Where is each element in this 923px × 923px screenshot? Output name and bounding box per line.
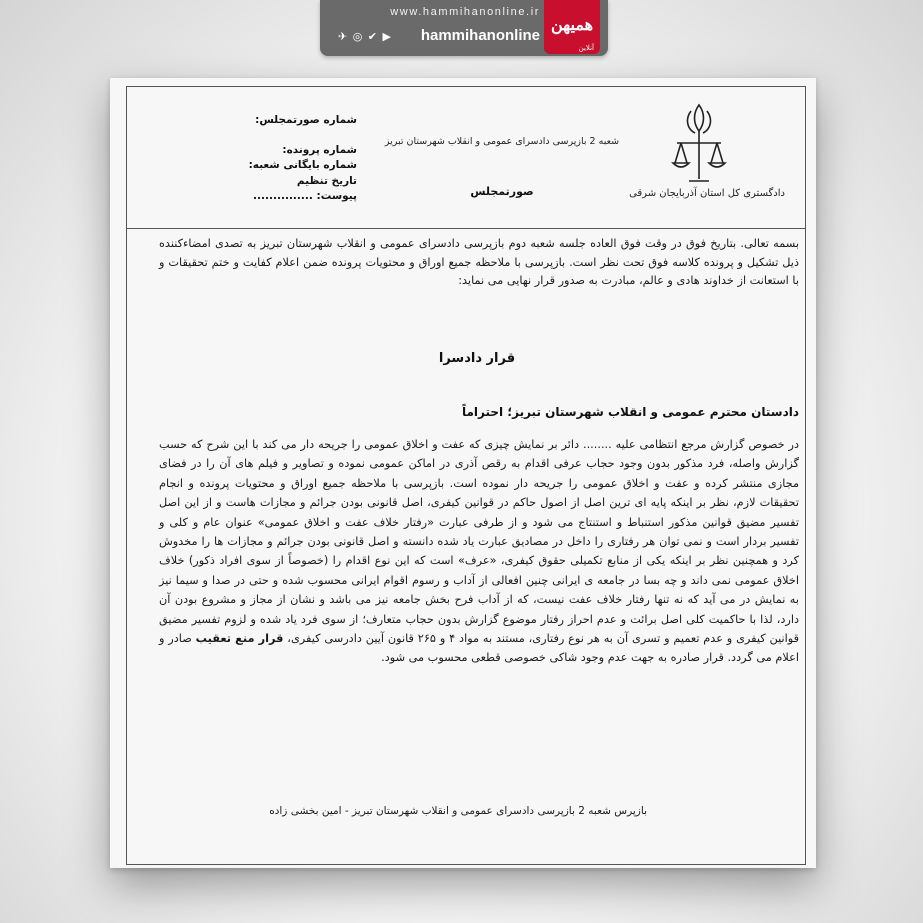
- header-divider: [127, 228, 805, 229]
- decision-body-tail: صادر و اعلام می گردد. قرار صادره به جهت عدم وجود شاکی خصوصی قطعی محسوب می شود.: [159, 632, 799, 665]
- watermark-banner: [320, 0, 608, 56]
- field-attachment: پیوست: ...............: [253, 190, 357, 202]
- field-archive-number: شماره بایگانی شعبه:: [248, 159, 357, 171]
- judiciary-emblem-icon: [669, 101, 729, 191]
- decision-body: [159, 435, 799, 668]
- decision-verdict: قرار منع تعقیب: [195, 632, 284, 646]
- brand-logo-text: همیهن: [550, 15, 594, 34]
- document-type: صورتمجلس: [470, 185, 534, 198]
- intro-paragraph: بسمه تعالی. بتاریخ فوق در وقت فوق العاده جلسه شعبه دوم بازپرسی دادسرای عمومی و انقلاب شهرستان تبریز به تصدی امضاءکننده ذیل تشکیل و پرونده کلاسه فوق تحت نظر است. بازپرسی با ملاحظه جمیع اوراق و محتویات پرونده ضمن اعلام کفایت و ختم تحقیقات و با استعانت از خداوند هادی و عالم، مبادرت به صدور قرار نهایی می نماید:: [159, 237, 799, 287]
- record-fields: [157, 113, 357, 205]
- document-paper: [110, 78, 816, 868]
- watermark-site-url: www.hammihanonline.ir: [390, 6, 540, 18]
- social-icons: ✈ ◎ ✔ ▶: [338, 30, 392, 43]
- brand-logo: [544, 0, 600, 54]
- branch-name: شعبه 2 بازپرسی دادسرای عمومی و انقلاب شهرستان تبریز: [384, 136, 620, 147]
- watermark-handle: hammihanonline: [420, 27, 540, 44]
- field-issue-date: تاریخ تنظیم: [296, 174, 357, 187]
- decision-body-main: در خصوص گزارش مرجع انتظامی علیه ........ دائر بر نمایش چیزی که عفت و اخلاق عمومی را جریحه دار می کند با این شرح که حسب گزارش واصله، فرد مذکور بدون وجود حجاب عرفی اقدام به رقص آذری در اماکن عمومی نموده و تصاویر و فیلم های آن را در فضای مجازی منتشر کرده و عفت و اخلاق عمومی را جریحه دار نموده است. بازپرسی با ملاحظه جمیع اوراق و محتویات پرونده و انجام تحقیقات لازم، نظر بر اینکه پایه ای ترین اصل از اصول حاکم در قوانین کیفری، اصل قانونی بودن جرائم و مجازات هاست و از این اصل تفسیر مضیق قوانین مذکور استنباط و استنتاج می شود و از طرفی عبارت «رفتار خلاف عفت و اخلاق عمومی» عنوان عام و کلی و تفسیر بردار است و نمی توان هر رفتاری را داخل در مصادیق عبارت یاد شده دانسته و اصل قانونی بودن جرائم و مجازات ها را مخدوش کرد و همچنین نظر بر اینکه یکی از منابع تکمیلی حقوق کیفری، «عرف» است که این نوع اقدام را (خصوصاً از سوی افراد ذکور) خلاف اخلاق عمومی نمی داند و چه بسا در جامعه ی ایرانی چنین افعالی از آداب و رسوم اقوام ایرانی محسوب شده و حتی در صدا و سیما نیز به نمایش در می آید که نه تنها رفتار خلاف عفت نیست، که از آداب فرح بخش جامعه نیز می باشد و نشان از مجاز و مشروع بودن آن دارد، لذا با حاکمیت کلی اصل برائت و عدم احراز رفتار موضوع گزارش بدون حجاب متعارف؛ از سوی فرد یاد شده و لزوم تفسیر مضیق قوانین کیفری و عدم تعمیم و تسری آن به هر نوع رفتاری، مستند به مواد ۴ و ۲۶۵ قانون آیین دادرسی کیفری،: [159, 438, 800, 646]
- field-record-number: شماره صورتمجلس:: [255, 114, 357, 126]
- brand-logo-subtext: آنلاین: [578, 44, 594, 52]
- addressee-line: دادستان محترم عمومی و انقلاب شهرستان تبریز؛ احتراماً: [461, 405, 799, 419]
- field-case-number: شماره پرونده:: [282, 143, 357, 156]
- organization-name: دادگستری کل استان آذربایجان شرقی: [629, 188, 785, 199]
- decision-heading: قرار دادسرا: [438, 351, 516, 366]
- signature-line: بازپرس شعبه 2 بازپرسی دادسرای عمومی و انقلاب شهرستان تبریز - امین بخشی زاده: [269, 805, 647, 817]
- document-frame: [126, 86, 806, 865]
